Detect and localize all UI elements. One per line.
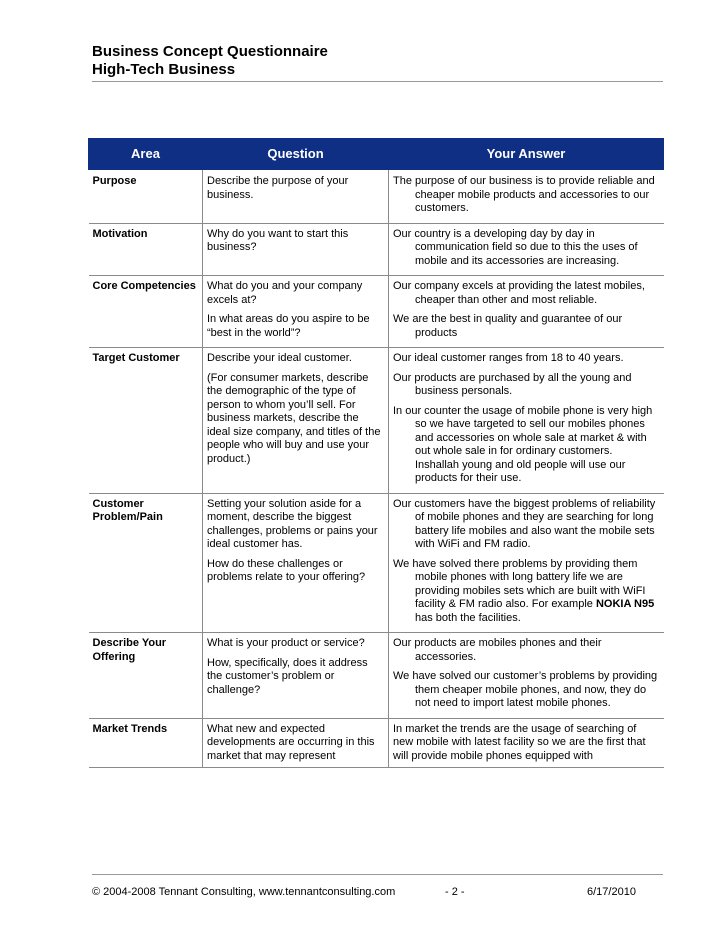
page-footer [92, 874, 663, 898]
row-question [203, 170, 389, 224]
question-text: How, specifically, does it address the customer’s problem or challenge? [207, 656, 368, 696]
answer-text: In market the trends are the usage of searching of new mobile with latest facility so we are the first that will provide mobile phones equipped with [393, 722, 646, 762]
table-row [89, 493, 664, 633]
answer-text-tail: has both the facilities. [415, 611, 521, 624]
document-title: Business Concept Questionnaire [92, 43, 328, 60]
table-row [89, 276, 664, 348]
footer-date: 6/17/2010 [587, 886, 636, 898]
answer-text: Our customers have the biggest problems of reliability of mobile phones and they are searching for long battery life mobiles and also want the mobile sets with WiFi and FM radio. [393, 497, 656, 550]
question-text: Describe your ideal customer. [207, 352, 352, 364]
row-question [203, 718, 389, 767]
row-answer [389, 348, 664, 494]
row-question [203, 348, 389, 494]
question-text: What do you and your company excels at? [207, 280, 363, 306]
column-header-area: Area [89, 139, 203, 170]
question-text: (For consumer markets, describe the demographic of the type of person to whom you’ll sell. For business markets, describe the ideal size company, and titles of the people who will buy and use your product.) [207, 371, 381, 465]
document-subtitle: High-Tech Business [92, 61, 236, 78]
table-row [89, 170, 664, 224]
table-row [89, 223, 664, 276]
row-area-clip: Market Trends [92, 722, 168, 735]
row-area [89, 718, 203, 767]
answer-text: Our ideal customer ranges from 18 to 40 years. [393, 352, 624, 364]
header-rule [92, 81, 663, 82]
row-answer [389, 718, 664, 767]
question-text: Why do you want to start this business? [207, 227, 349, 253]
answer-text: Our company excels at providing the latest mobiles, cheaper than other and most reliable. [393, 280, 645, 306]
table-row [89, 633, 664, 719]
row-answer [389, 170, 664, 224]
table-row [89, 348, 664, 494]
answer-text: We are the best in quality and guarantee of our products [393, 313, 623, 339]
row-answer [389, 633, 664, 719]
answer-text: Our products are purchased by all the young and business personals. [393, 371, 632, 397]
questionnaire-table [88, 138, 664, 768]
question-text: How do these challenges or problems relate to your offering? [207, 557, 366, 583]
row-area: Customer Problem/Pain [89, 493, 203, 633]
row-answer [389, 493, 664, 633]
question-text: Setting your solution aside for a moment, describe the biggest challenges, problems or pains your ideal customer has. [207, 497, 378, 550]
row-question [203, 633, 389, 719]
table-row [89, 718, 664, 767]
row-answer [389, 276, 664, 348]
document-header [92, 43, 663, 82]
row-area: Describe Your Offering [89, 633, 203, 719]
row-area: Core Competencies [89, 276, 203, 348]
row-area: Motivation [89, 223, 203, 276]
question-text: What new and expected developments are occurring in this market that may represent [207, 722, 375, 762]
answer-text: In our counter the usage of mobile phone is very high so we have targeted to sell our mobiles phones and accessories on whole sale at market & with out whole sale in for ordinary customers. Inshallah young and old people will use our products for their use. [393, 404, 653, 484]
footer-page-number: - 2 - [445, 886, 465, 898]
product-name: NOKIA N95 [595, 598, 655, 610]
answer-text-lead: We have solved there problems by providing them mobile phones with long battery life we are providing mobiles sets which are built with WiFI facility & FM radio also. For example [393, 557, 646, 610]
row-question [203, 223, 389, 276]
row-answer [389, 223, 664, 276]
table-header-row [89, 139, 664, 170]
answer-text: Our products are mobiles phones and their accessories. [393, 637, 602, 663]
question-text: Describe the purpose of your business. [207, 175, 349, 201]
row-area: Purpose [89, 170, 203, 224]
answer-text [393, 558, 660, 626]
answer-text: The purpose of our business is to provide reliable and cheaper mobile products and accessories to our customers. [393, 175, 655, 214]
row-area: Target Customer [89, 348, 203, 494]
row-question [203, 276, 389, 348]
question-text: In what areas do you aspire to be “best in the world”? [207, 313, 370, 339]
row-question [203, 493, 389, 633]
footer-copyright: © 2004-2008 Tennant Consulting, www.tennantconsulting.com [92, 886, 396, 898]
answer-text: Our country is a developing day by day in communication field so due to this the uses of mobile and its accessories are increasing. [393, 227, 638, 267]
answer-text: We have solved our customer’s problems by providing them cheaper mobile phones, and now, they do not need to import latest mobile phones. [393, 670, 658, 709]
column-header-answer: Your Answer [389, 139, 664, 170]
question-text: What is your product or service? [207, 637, 365, 649]
column-header-question: Question [203, 139, 389, 170]
